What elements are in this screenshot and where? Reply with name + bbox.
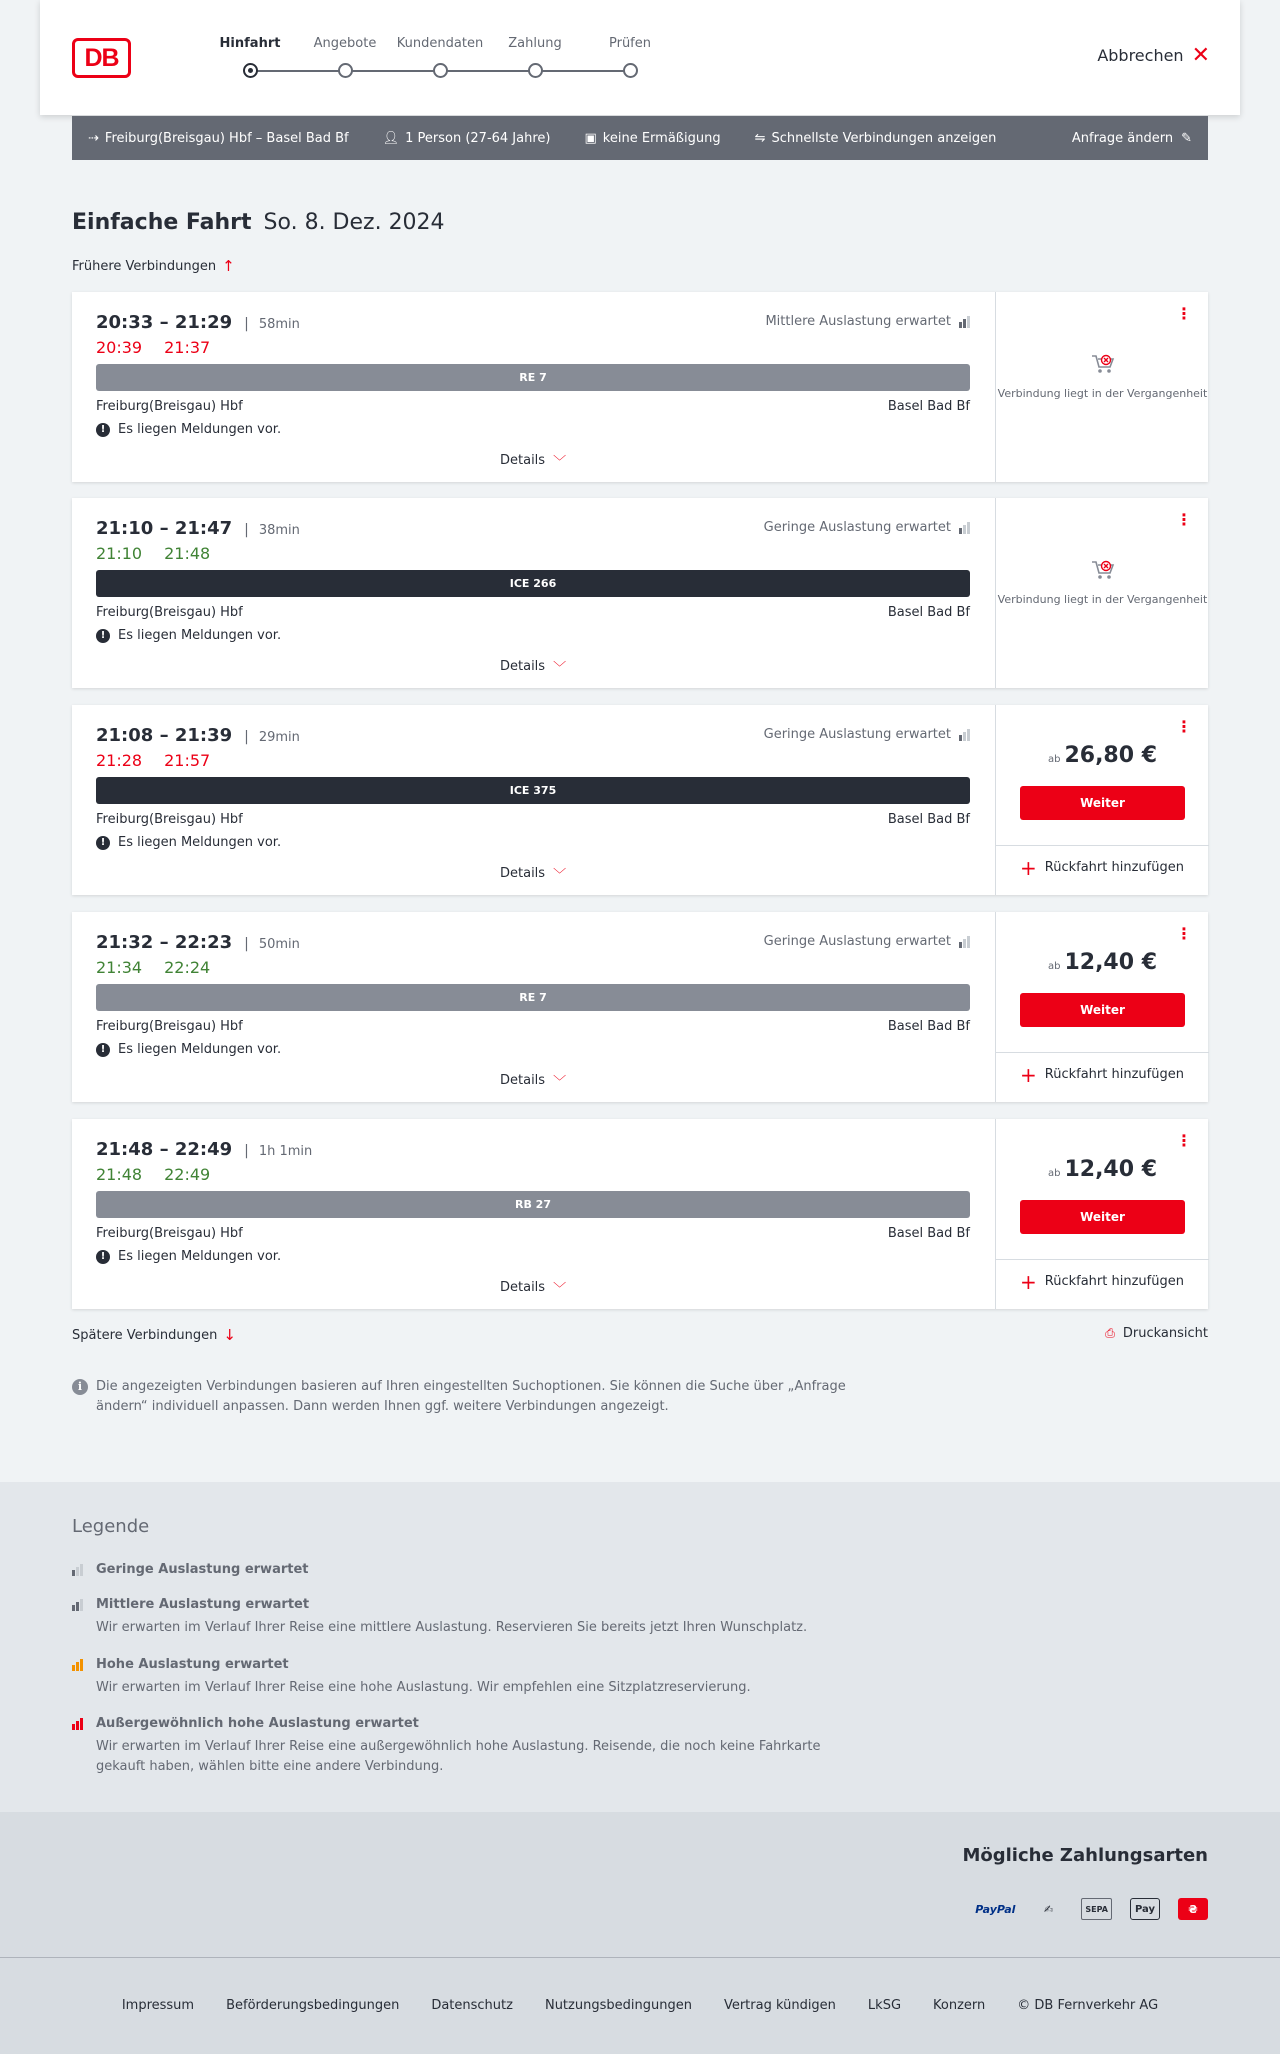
occupancy-icon [72, 1599, 88, 1611]
occupancy-info [765, 314, 970, 329]
payment-title: Mögliche Zahlungsarten [962, 1845, 1208, 1866]
stations [96, 399, 970, 414]
realtime-arrival: 22:24 [164, 958, 211, 977]
stations [96, 812, 970, 827]
details-toggle[interactable] [500, 1278, 566, 1297]
step-dot [433, 63, 448, 78]
separator: | [244, 316, 249, 332]
duration: 29min [258, 730, 300, 745]
realtime-times [96, 751, 210, 770]
paypal-icon: PayPal [975, 1902, 1016, 1916]
db-logo[interactable]: DB [72, 38, 131, 78]
info-icon: i [72, 1379, 88, 1395]
notice-text: Es liegen Meldungen vor. [118, 1042, 282, 1057]
step-angebote[interactable] [295, 34, 395, 54]
realtime-times [96, 544, 210, 563]
notice [96, 422, 281, 437]
separator: | [244, 1143, 249, 1159]
offer-panel [995, 1119, 1208, 1309]
arrow-down-icon: ↓ [223, 1326, 236, 1344]
alert-icon: ! [96, 629, 110, 643]
cart-unavailable-icon [1090, 558, 1116, 582]
step-dot [623, 63, 638, 78]
occupancy-info [764, 727, 970, 742]
search-route[interactable] [88, 131, 349, 146]
duration: 50min [258, 937, 300, 952]
print-label: Druckansicht [1122, 1326, 1208, 1341]
step-hinfahrt[interactable] [200, 34, 300, 54]
add-return-button[interactable] [1020, 1062, 1184, 1087]
separator: | [244, 729, 249, 745]
connection-summary[interactable] [72, 1119, 994, 1309]
connection-summary[interactable] [72, 498, 994, 688]
separator: | [244, 936, 249, 952]
separator: | [244, 522, 249, 538]
more-options-icon[interactable]: ⋮ [1176, 304, 1192, 323]
details-toggle[interactable] [500, 451, 566, 470]
continue-button[interactable]: Weiter [1020, 1200, 1185, 1234]
search-passengers[interactable] [383, 131, 551, 146]
stations [96, 1019, 970, 1034]
continue-button[interactable]: Weiter [1020, 786, 1185, 820]
step-kundendaten[interactable] [390, 34, 490, 54]
connection-card [72, 292, 1208, 482]
connection-summary[interactable] [72, 292, 994, 482]
cart-unavailable-icon [1090, 352, 1116, 376]
step-zahlung[interactable] [485, 34, 585, 54]
past-connection-text: Verbindung liegt in der Vergangenheit [997, 593, 1208, 606]
step-label: Angebote [313, 36, 377, 51]
connection-card [72, 498, 1208, 688]
notice-text: Es liegen Meldungen vor. [118, 628, 282, 643]
destination-station: Basel Bad Bf [887, 1019, 970, 1034]
more-options-icon[interactable]: ⋮ [1176, 717, 1192, 736]
footer-link[interactable]: Impressum [121, 1998, 195, 2013]
alert-icon: ! [96, 836, 110, 850]
offer-panel [995, 705, 1208, 895]
more-options-icon[interactable]: ⋮ [1176, 510, 1192, 529]
chevron-down-icon: ﹀ [553, 868, 567, 883]
legend-item [72, 1657, 872, 1698]
realtime-arrival: 21:57 [164, 751, 211, 770]
connection-card [72, 912, 1208, 1102]
scheduled-time: 21:10 – 21:47 [96, 518, 233, 539]
step-label: Hinfahrt [219, 36, 281, 51]
legend-item-text: Wir erwarten im Verlauf Ihrer Reise eine hohe Auslastung. Wir empfehlen eine Sitzplatzreservierung. [96, 1680, 751, 1695]
chevron-down-icon: ﹀ [553, 1075, 567, 1090]
legend-item-text: Wir erwarten im Verlauf Ihrer Reise eine mittlere Auslastung. Reservieren Sie bereits jetzt Ihren Wunschplatz. [96, 1620, 808, 1635]
later-connections-link[interactable] [72, 1326, 236, 1344]
step-label: Kundendaten [396, 36, 484, 51]
alert-icon: ! [96, 423, 110, 437]
train-bar[interactable]: RB 27 [96, 1191, 970, 1218]
close-icon: ✕ [1191, 42, 1210, 68]
cancel-button[interactable] [1097, 42, 1210, 68]
details-toggle[interactable] [500, 1071, 566, 1090]
notice [96, 1042, 281, 1057]
origin-station: Freiburg(Breisgau) Hbf [96, 1226, 243, 1241]
sliders-icon: ⇋ [754, 130, 766, 146]
step-pruefen[interactable] [580, 34, 680, 54]
search-fastest[interactable] [755, 131, 997, 146]
pencil-icon: ✎ [1181, 130, 1192, 146]
occupancy-info [764, 934, 970, 949]
connection-summary[interactable] [72, 705, 994, 895]
connection-times [96, 312, 300, 333]
passengers-label: 1 Person (27-64 Jahre) [405, 130, 551, 146]
cancel-label: Abbrechen [1097, 46, 1184, 65]
later-label: Spätere Verbindungen [72, 1327, 218, 1343]
add-return-label: Rückfahrt hinzufügen [1044, 1274, 1184, 1289]
connection-times [96, 725, 300, 746]
connection-summary[interactable] [72, 912, 994, 1102]
footer-link[interactable]: © DB Fernverkehr AG [1017, 1998, 1159, 2013]
add-return-label: Rückfahrt hinzufügen [1044, 860, 1184, 875]
details-label: Details [500, 1280, 546, 1295]
route-label: Freiburg(Breisgau) Hbf – Basel Bad Bf [104, 130, 349, 146]
plus-icon: + [1020, 1062, 1037, 1087]
realtime-departure: 21:10 [96, 544, 143, 563]
destination-station: Basel Bad Bf [887, 399, 970, 414]
apple-pay-label: Pay [1134, 1903, 1155, 1915]
edit-search-button[interactable] [1072, 131, 1192, 146]
offer-panel [995, 912, 1208, 1102]
price-box [996, 705, 1209, 846]
footer [0, 1957, 1280, 2054]
footer-link[interactable]: Nutzungsbedingungen [544, 1998, 692, 2013]
notice-text: Es liegen Meldungen vor. [118, 835, 282, 850]
footer-link[interactable]: Vertrag kündigen [723, 1998, 836, 2013]
continue-button[interactable]: Weiter [1020, 993, 1185, 1027]
search-discount[interactable] [584, 131, 720, 146]
arrow-up-icon: ↑ [222, 257, 235, 275]
scheduled-time: 21:32 – 22:23 [96, 932, 233, 953]
realtime-times [96, 338, 210, 357]
apple-pay-icon [1130, 1898, 1160, 1920]
realtime-arrival: 22:49 [164, 1165, 211, 1184]
earlier-connections-link[interactable] [72, 257, 235, 275]
legend-item-header [72, 1562, 872, 1577]
stations [96, 605, 970, 620]
print-view-link[interactable] [1105, 1326, 1208, 1341]
occupancy-label: Geringe Auslastung erwartet [763, 934, 951, 949]
realtime-arrival: 21:37 [164, 338, 211, 357]
notice [96, 835, 281, 850]
scheduled-time: 21:08 – 21:39 [96, 725, 233, 746]
price [996, 1157, 1209, 1182]
db-pay-icon: ₴ [1178, 1898, 1208, 1920]
connection-times [96, 932, 300, 953]
price [996, 743, 1209, 768]
step-dot [243, 63, 258, 78]
notice-text: Es liegen Meldungen vor. [118, 422, 282, 437]
train-bar[interactable]: ICE 266 [96, 570, 970, 597]
destination-station: Basel Bad Bf [887, 605, 970, 620]
connection-card [72, 1119, 1208, 1309]
destination-station: Basel Bad Bf [887, 812, 970, 827]
plus-icon: + [1020, 1269, 1037, 1294]
past-connection-text: Verbindung liegt in der Vergangenheit [997, 387, 1208, 400]
footer-link[interactable]: LkSG [867, 1998, 902, 2013]
details-label: Details [500, 1073, 546, 1088]
connection-card [72, 705, 1208, 895]
details-toggle[interactable] [500, 657, 566, 676]
plus-icon: + [1020, 855, 1037, 880]
duration: 38min [258, 523, 300, 538]
credit-card-icon: ✍ [1043, 1902, 1054, 1916]
legend-item [72, 1716, 872, 1777]
route-arrow-icon: ⇢ [88, 130, 99, 146]
chevron-down-icon: ﹀ [553, 455, 567, 470]
discount-label: keine Ermäßigung [602, 130, 721, 146]
legend-item-label: Außergewöhnlich hohe Auslastung erwartet [96, 1716, 419, 1731]
fastest-label: Schnellste Verbindungen anzeigen [771, 130, 997, 146]
realtime-departure: 20:39 [96, 338, 143, 357]
occupancy-icon [959, 522, 970, 534]
earlier-label: Frühere Verbindungen [72, 258, 217, 274]
add-return-button[interactable] [1020, 855, 1184, 880]
legend-section [0, 1482, 1280, 1812]
sepa-icon: SEPA [1081, 1898, 1112, 1920]
realtime-times [96, 1165, 210, 1184]
legend-item-header [72, 1597, 872, 1612]
occupancy-info [764, 520, 970, 535]
details-label: Details [500, 659, 546, 674]
printer-icon: ⎙ [1105, 1326, 1115, 1340]
notice-text: Es liegen Meldungen vor. [118, 1249, 282, 1264]
more-options-icon[interactable]: ⋮ [1176, 1131, 1192, 1150]
trip-date: So. 8. Dez. 2024 [263, 210, 445, 235]
origin-station: Freiburg(Breisgau) Hbf [96, 399, 243, 414]
occupancy-label: Geringe Auslastung erwartet [763, 727, 951, 742]
alert-icon: ! [96, 1043, 110, 1057]
details-label: Details [500, 866, 546, 881]
details-label: Details [500, 453, 546, 468]
legend-item [72, 1597, 872, 1638]
realtime-departure: 21:48 [96, 1165, 143, 1184]
footer-link[interactable]: Konzern [933, 1998, 986, 2013]
past-connection-info [996, 352, 1209, 401]
legend-item [72, 1562, 872, 1577]
footer-link[interactable]: Datenschutz [431, 1998, 513, 2013]
past-connection-info [996, 558, 1209, 607]
realtime-departure: 21:34 [96, 958, 143, 977]
price [996, 950, 1209, 975]
train-bar[interactable]: RE 7 [96, 364, 970, 391]
connection-times [96, 1139, 312, 1160]
trip-type: Einfache Fahrt [72, 210, 252, 235]
occupancy-icon [959, 936, 970, 948]
info-note [72, 1377, 852, 1417]
search-summary-bar [72, 116, 1208, 160]
add-return-button[interactable] [1020, 1269, 1184, 1294]
details-toggle[interactable] [500, 864, 566, 883]
price-amount: 12,40 € [1064, 950, 1158, 975]
occupancy-label: Mittlere Auslastung erwartet [765, 314, 951, 329]
payment-methods-section [0, 1812, 1280, 1957]
price-prefix: ab [1047, 1168, 1061, 1179]
occupancy-label: Geringe Auslastung erwartet [763, 520, 951, 535]
price-prefix: ab [1047, 961, 1061, 972]
legend-title: Legende [72, 1516, 150, 1537]
info-note-text: Die angezeigten Verbindungen basieren auf Ihren eingestellten Suchoptionen. Sie können die Suche über „Anfrage ändern“ individuell anpassen. Dann werden Ihnen ggf. weitere Verbindungen angezeigt. [96, 1379, 846, 1414]
price-amount: 12,40 € [1064, 1157, 1158, 1182]
card-icon: ▣ [584, 130, 597, 146]
realtime-departure: 21:28 [96, 751, 143, 770]
train-bar[interactable]: RE 7 [96, 984, 970, 1011]
offer-panel [995, 498, 1208, 688]
step-label: Zahlung [508, 36, 562, 51]
train-bar[interactable]: ICE 375 [96, 777, 970, 804]
realtime-times [96, 958, 210, 977]
origin-station: Freiburg(Breisgau) Hbf [96, 812, 243, 827]
legend-item-label: Hohe Auslastung erwartet [96, 1657, 289, 1672]
step-dot [338, 63, 353, 78]
origin-station: Freiburg(Breisgau) Hbf [96, 605, 243, 620]
alert-icon: ! [96, 1250, 110, 1264]
duration: 1h 1min [258, 1144, 313, 1159]
notice [96, 1249, 281, 1264]
offer-panel [995, 292, 1208, 482]
origin-station: Freiburg(Breisgau) Hbf [96, 1019, 243, 1034]
legend-item-header [72, 1716, 872, 1731]
stations [96, 1226, 970, 1241]
edit-label: Anfrage ändern [1071, 130, 1174, 146]
occupancy-icon [72, 1659, 88, 1671]
footer-links [0, 1998, 1280, 2013]
payment-icons [975, 1898, 1208, 1920]
add-return-label: Rückfahrt hinzufügen [1044, 1067, 1184, 1082]
price-box [996, 1119, 1209, 1260]
step-label: Prüfen [608, 36, 651, 51]
scheduled-time: 20:33 – 21:29 [96, 312, 233, 333]
legend-item-text: Wir erwarten im Verlauf Ihrer Reise eine außergewöhnlich hohe Auslastung. Reisende, die noch keine Fahrkarte gekauft haben, wählen bitte eine andere Verbindung. [96, 1739, 821, 1774]
footer-link[interactable]: Beförderungsbedingungen [226, 1998, 400, 2013]
progress-stepper [210, 34, 670, 84]
occupancy-icon [959, 316, 970, 328]
duration: 58min [258, 317, 300, 332]
realtime-arrival: 21:48 [164, 544, 211, 563]
person-icon: 👤︎ [382, 130, 400, 146]
legend-item-header [72, 1657, 872, 1672]
scheduled-time: 21:48 – 22:49 [96, 1139, 233, 1160]
legend-item-label: Geringe Auslastung erwartet [96, 1562, 309, 1577]
legend-item-label: Mittlere Auslastung erwartet [96, 1597, 310, 1612]
price-amount: 26,80 € [1064, 743, 1158, 768]
price-prefix: ab [1047, 754, 1061, 765]
notice [96, 628, 281, 643]
occupancy-icon [959, 729, 970, 741]
chevron-down-icon: ﹀ [553, 1282, 567, 1297]
connection-times [96, 518, 300, 539]
occupancy-icon [72, 1718, 88, 1730]
more-options-icon[interactable]: ⋮ [1176, 924, 1192, 943]
page-title [72, 210, 445, 235]
booking-header [40, 0, 1240, 115]
destination-station: Basel Bad Bf [887, 1226, 970, 1241]
occupancy-icon [72, 1564, 88, 1576]
step-dot [528, 63, 543, 78]
price-box [996, 912, 1209, 1053]
chevron-down-icon: ﹀ [553, 661, 567, 676]
